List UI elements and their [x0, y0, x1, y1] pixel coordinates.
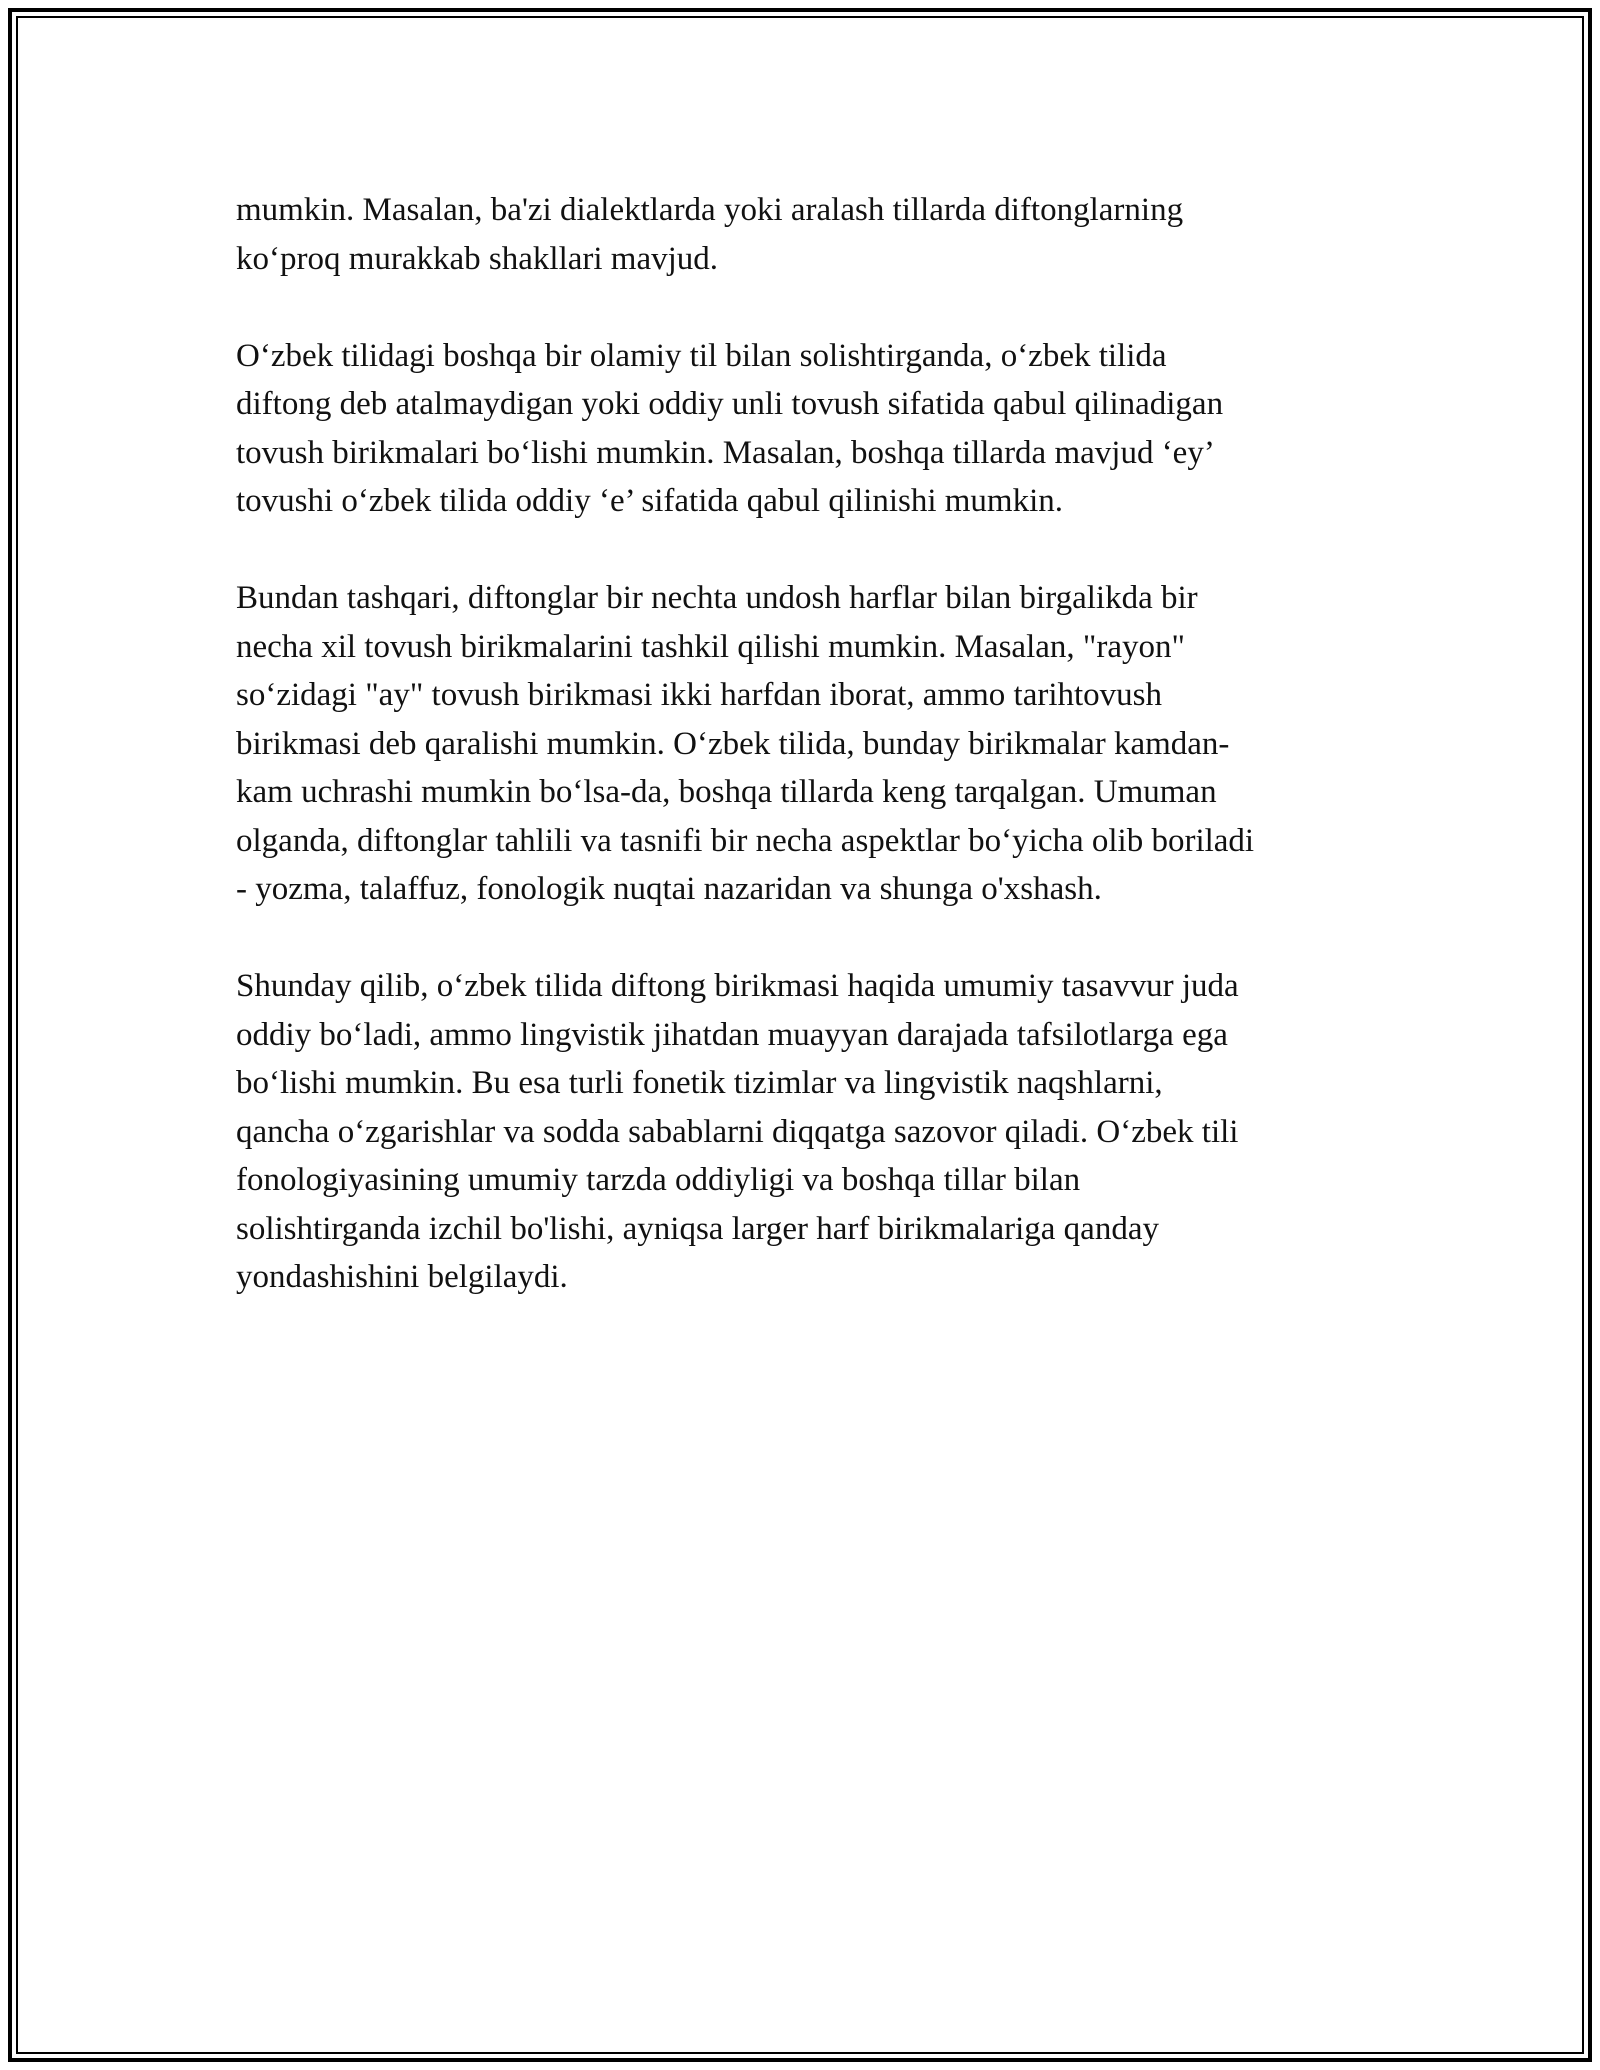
paragraph-2: O‘zbek tilidagi boshqa bir olamiy til bilan solishtirganda, o‘zbek tilida diftong deb atalmaydigan yoki oddiy unli tovush sifatida qabul qilinadigan tovush birikmalari bo‘lishi mumkin. Masalan, boshqa tillarda mavjud ‘ey’ tovushi o‘zbek tilida oddiy ‘e’ sifatida qabul qilinishi mumkin.	[236, 337, 1224, 519]
paragraph-4: Shunday qilib, o‘zbek tilida diftong birikmasi haqida umumiy tasavvur juda oddiy bo‘ladi, ammo lingvistik jihatdan muayyan darajada tafsilotlarga ega bo‘lishi mumkin. Bu esa turli fonetik tizimlar va lingvistik naqshlarni, qancha o‘zgarishlar va sodda sabablarni diqqatga sazovor qiladi. O‘zbek tili fonologiyasining umumiy tarzda oddiyligi va boshqa tillar bilan solishtirganda izchil bo'lishi, ayniqsa larger harf birikmalariga qanday yondashishini belgilaydi.	[236, 968, 1239, 1295]
document-body	[236, 186, 1376, 1350]
paragraph-3: Bundan tashqari, diftonglar bir nechta undosh harflar bilan birgalikda bir necha xil tovush birikmalarini tashkil qilishi mumkin. Masalan, "rayon" so‘zidagi "ay" tovush birikmasi ikki harfdan iborat, ammo tarihtovush birikmasi deb qaralishi mumkin. O‘zbek tilida, bunday birikmalar kamdan- kam uchrashi mumkin bo‘lsa-da, boshqa tillarda keng tarqalgan. Umuman olganda, diftonglar tahlili va tasnifi bir necha aspektlar bo‘yicha olib boriladi - yozma, talaffuz, fonologik nuqtai nazaridan va shunga o'xshash.	[236, 580, 1255, 907]
paragraph-1: mumkin. Masalan, ba'zi dialektlarda yoki aralash tillarda diftonglarning ko‘proq murakkab shakllari mavjud.	[236, 192, 1184, 277]
